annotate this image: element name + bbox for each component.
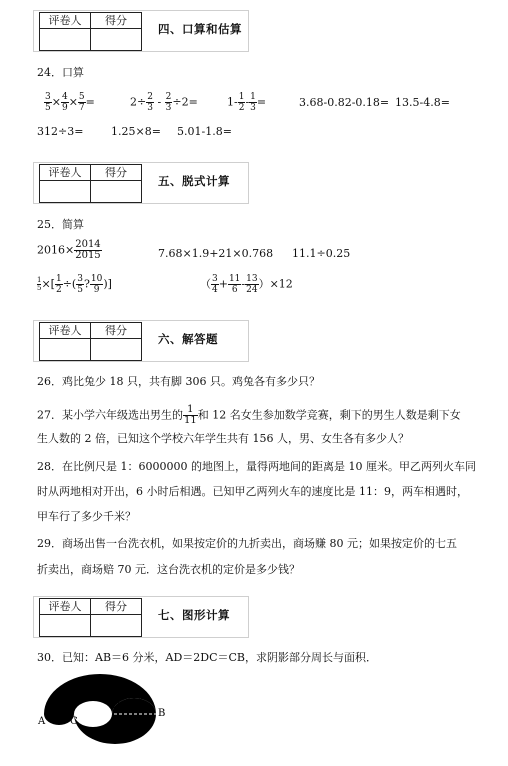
q26-text: 26．鸡比兔少 18 只，共有脚 306 只。鸡兔各有多少只？ xyxy=(37,375,320,388)
fraction: $\frac{1}{2}$ xyxy=(55,274,62,295)
score-cell xyxy=(91,615,142,637)
fraction: $\frac{4}{9}$ xyxy=(61,92,68,113)
q24-expr-2: 2÷ $\frac{2}{3}$ - $\frac{2}{3}$ ÷2= xyxy=(130,92,198,113)
fraction: $\frac{13}{24}$ xyxy=(246,274,258,295)
grader-box-4 xyxy=(33,10,249,52)
score-label: 得分 xyxy=(91,323,142,339)
q30-text: 30．已知：AB＝6 分米，AD＝2DC＝CB，求阴影部分周长与面积． xyxy=(37,651,378,664)
score-cell xyxy=(91,181,142,203)
grader-table xyxy=(39,12,142,51)
q25-expr-5: （ $\frac{3}{4}$ + $\frac{11}{6}$ - $\frac{13}{24}$ ）×12 xyxy=(200,274,293,295)
grader-box-7 xyxy=(33,596,249,638)
q27-line-2: 生人数的 2 倍，已知这个学校六年学生共有 156 人，男、女生各有多少人？ xyxy=(37,432,409,445)
q27-line-1: 27．某小学六年级选出男生的 $\frac{1}{11}$ 和 12 名女生参加数学竞赛，剩下的男生人数是剩下女 xyxy=(37,404,461,426)
fraction: $\frac{2}{3}$ xyxy=(147,92,153,113)
q28-line-1: 28．在比例尺是 1：6000000 的地图上，量得两地间的距离是 10 厘米。甲乙两列火车同 xyxy=(37,460,476,473)
grader-table xyxy=(39,164,142,203)
score-label: 得分 xyxy=(91,599,142,615)
fraction: $\frac{3}{5}$ xyxy=(45,92,51,113)
reviewer-label: 评卷人 xyxy=(40,165,91,181)
reviewer-cell xyxy=(40,29,91,51)
q29-line-1: 29．商场出售一台洗衣机，如果按定价的九折卖出，商场赚 80 元；如果按定价的七五 xyxy=(37,537,457,550)
q24-expr-6: 312÷3= xyxy=(37,125,84,138)
section-title: 五、脱式计算 xyxy=(158,174,230,188)
reviewer-cell xyxy=(40,615,91,637)
section-title: 四、口算和估算 xyxy=(158,22,242,36)
section-title: 六、解答题 xyxy=(158,332,218,346)
q25-label: 25．简算 xyxy=(37,218,84,231)
fraction: $\frac{1}{5}$ xyxy=(37,276,42,292)
fraction: $\frac{1}{11}$ xyxy=(184,404,197,426)
reviewer-label: 评卷人 xyxy=(40,13,91,29)
q25-expr-2: 7.68×1.9+21×0.768 xyxy=(158,247,274,260)
q24-expr-7: 1.25×8= xyxy=(111,125,161,138)
score-label: 得分 xyxy=(91,13,142,29)
fraction: $\frac{3}{4}$ xyxy=(212,274,218,295)
section-title: 七、图形计算 xyxy=(158,608,230,622)
q28-line-2: 时从两地相对开出，6 小时后相遇。已知甲乙两列火车的速度比是 11：9，两车相遇时， xyxy=(37,485,468,498)
q24-label: 24．口算 xyxy=(37,66,84,79)
grader-box-5 xyxy=(33,162,249,204)
score-cell xyxy=(91,339,142,361)
score-label: 得分 xyxy=(91,165,142,181)
reviewer-label: 评卷人 xyxy=(40,599,91,615)
q25-expr-4: $\frac{1}{5}$ ×[ $\frac{1}{2}$ ÷( $\frac{3}{5}$ ? $\frac{10}{9}$ )] xyxy=(37,274,112,295)
fraction: $\frac{11}{6}$ xyxy=(228,274,241,295)
fraction: $\frac{3}{5}$ xyxy=(77,274,83,295)
q25-expr-3: 11.1÷0.25 xyxy=(292,247,351,260)
q29-line-2: 折卖出，商场赔 70 元．这台洗衣机的定价是多少钱？ xyxy=(37,563,300,576)
q24-expr-3: 1- $\frac{1}{2}$ - $\frac{1}{3}$ = xyxy=(227,92,267,113)
fraction: $\frac{5}{7}$ xyxy=(78,92,85,113)
label-A: A xyxy=(38,716,46,727)
label-D: D xyxy=(112,700,121,711)
label-C: C xyxy=(70,716,78,727)
fraction: $\frac{1}{3}$ xyxy=(250,92,256,113)
reviewer-cell xyxy=(40,339,91,361)
reviewer-label: 评卷人 xyxy=(40,323,91,339)
fraction: $\frac{2014}{2015}$ xyxy=(75,239,101,261)
q24-expr-4: 3.68-0.82-0.18= xyxy=(299,96,390,109)
fraction: $\frac{1}{2}$ xyxy=(238,92,245,113)
score-cell xyxy=(91,29,142,51)
grader-table xyxy=(39,598,142,637)
fraction: $\frac{2}{3}$ xyxy=(165,92,172,113)
shaded-figure xyxy=(36,672,176,752)
grader-table xyxy=(39,322,142,361)
q24-expr-8: 5.01-1.8= xyxy=(177,125,232,138)
q25-expr-1: 2016× $\frac{2014}{2015}$ xyxy=(37,239,101,261)
q28-line-3: 甲车行了多少千米？ xyxy=(37,510,136,523)
fraction: $\frac{10}{9}$ xyxy=(90,274,103,295)
grader-box-6 xyxy=(33,320,249,362)
label-B: B xyxy=(158,708,166,719)
q24-expr-1: $\frac{3}{5}$ × $\frac{4}{9}$ × $\frac{5}{7}$ = xyxy=(45,92,95,113)
q24-expr-5: 13.5-4.8= xyxy=(395,96,450,109)
reviewer-cell xyxy=(40,181,91,203)
